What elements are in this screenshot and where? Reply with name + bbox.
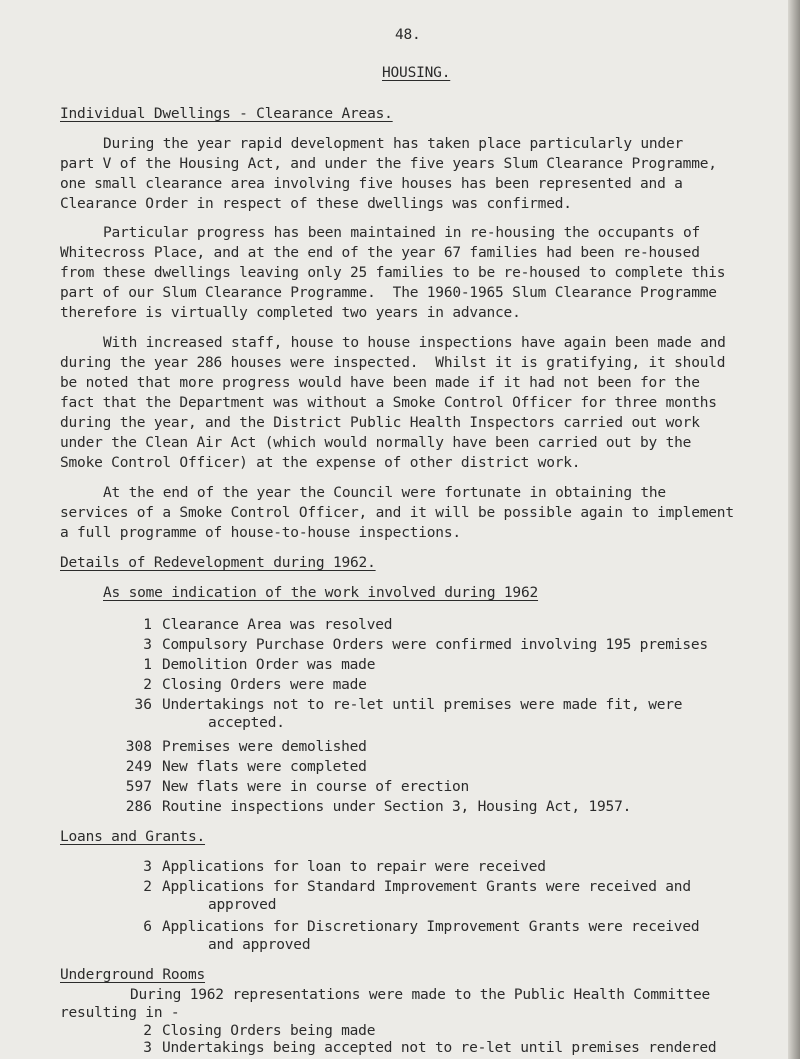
text-line: under the Clean Air Act (which would normally have been carried out by the bbox=[60, 435, 692, 451]
item-text: Premises were demolished bbox=[162, 739, 367, 755]
section-heading-individual-dwellings: Individual Dwellings - Clearance Areas. bbox=[60, 106, 393, 122]
item-count: 2 bbox=[143, 1023, 152, 1039]
page-title: HOUSING. bbox=[382, 65, 451, 81]
page-edge-shadow bbox=[788, 0, 800, 1059]
item-text: New flats were completed bbox=[162, 759, 367, 775]
item-text-continuation: and approved bbox=[208, 937, 311, 953]
item-count: 3 bbox=[143, 859, 152, 875]
text-line: from these dwellings leaving only 25 families to be re-housed to complete this bbox=[60, 265, 726, 281]
text-line: With increased staff, house to house inspections have again been made and bbox=[103, 335, 726, 351]
item-text: Demolition Order was made bbox=[162, 657, 376, 673]
item-count: 3 bbox=[143, 637, 152, 653]
item-count: 249 bbox=[125, 759, 152, 775]
item-count: 6 bbox=[143, 919, 152, 935]
text-line: Smoke Control Officer) at the expense of other district work. bbox=[60, 455, 581, 471]
text-line: Particular progress has been maintained in re-housing the occupants of bbox=[103, 225, 701, 241]
page-number: 48. bbox=[395, 27, 421, 43]
item-text-continuation: approved bbox=[208, 897, 277, 913]
item-text: Applications for Standard Improvement Grants were received and bbox=[162, 879, 691, 895]
text-line: resulting in - bbox=[60, 1005, 180, 1021]
item-text: Closing Orders being made bbox=[162, 1023, 376, 1039]
item-text: Undertakings being accepted not to re-let until premises rendered bbox=[162, 1040, 717, 1056]
item-text: Applications for Discretionary Improvement Grants were received bbox=[162, 919, 700, 935]
item-text: Closing Orders were made bbox=[162, 677, 367, 693]
item-count: 1 bbox=[143, 617, 152, 633]
item-count: 3 bbox=[143, 1040, 152, 1056]
item-text: Routine inspections under Section 3, Housing Act, 1957. bbox=[162, 799, 632, 815]
item-text: Applications for loan to repair were received bbox=[162, 859, 546, 875]
item-count: 2 bbox=[143, 677, 152, 693]
item-text: Clearance Area was resolved bbox=[162, 617, 393, 633]
section-subheading: As some indication of the work involved during 1962 bbox=[103, 585, 539, 601]
text-line: one small clearance area involving five houses has been represented and a bbox=[60, 176, 683, 192]
item-count: 286 bbox=[125, 799, 152, 815]
text-line: part of our Slum Clearance Programme. The 1960-1965 Slum Clearance Programme bbox=[60, 285, 717, 301]
item-count: 597 bbox=[125, 779, 152, 795]
item-text: New flats were in course of erection bbox=[162, 779, 470, 795]
text-line: during the year 286 houses were inspected. Whilst it is gratifying, it should bbox=[60, 355, 726, 371]
item-count: 2 bbox=[143, 879, 152, 895]
item-count: 36 bbox=[134, 697, 152, 713]
text-line: Clearance Order in respect of these dwellings was confirmed. bbox=[60, 196, 572, 212]
text-line: a full programme of house-to-house inspections. bbox=[60, 525, 461, 541]
item-count: 1 bbox=[143, 657, 152, 673]
item-count: 308 bbox=[125, 739, 152, 755]
section-heading-redevelopment: Details of Redevelopment during 1962. bbox=[60, 555, 376, 571]
text-line: At the end of the year the Council were fortunate in obtaining the bbox=[103, 485, 666, 501]
item-text: Undertakings not to re-let until premises were made fit, were bbox=[162, 697, 683, 713]
text-line: be noted that more progress would have been made if it had not been for the bbox=[60, 375, 700, 391]
item-text-continuation: accepted. bbox=[208, 715, 285, 731]
text-line: during the year, and the District Public Health Inspectors carried out work bbox=[60, 415, 700, 431]
text-line: fact that the Department was without a Smoke Control Officer for three months bbox=[60, 395, 717, 411]
text-line: services of a Smoke Control Officer, and it will be possible again to implement bbox=[60, 505, 734, 521]
text-line: During 1962 representations were made to the Public Health Committee bbox=[130, 987, 711, 1003]
text-line: Whitecross Place, and at the end of the year 67 families had been re-housed bbox=[60, 245, 700, 261]
text-line: part V of the Housing Act, and under the five years Slum Clearance Programme, bbox=[60, 156, 717, 172]
text-line: During the year rapid development has taken place particularly under bbox=[103, 136, 684, 152]
text-line: therefore is virtually completed two years in advance. bbox=[60, 305, 521, 321]
section-heading-loans-grants: Loans and Grants. bbox=[60, 829, 206, 845]
item-text: Compulsory Purchase Orders were confirmed involving 195 premises bbox=[162, 637, 708, 653]
section-heading-underground-rooms: Underground Rooms bbox=[60, 967, 206, 983]
